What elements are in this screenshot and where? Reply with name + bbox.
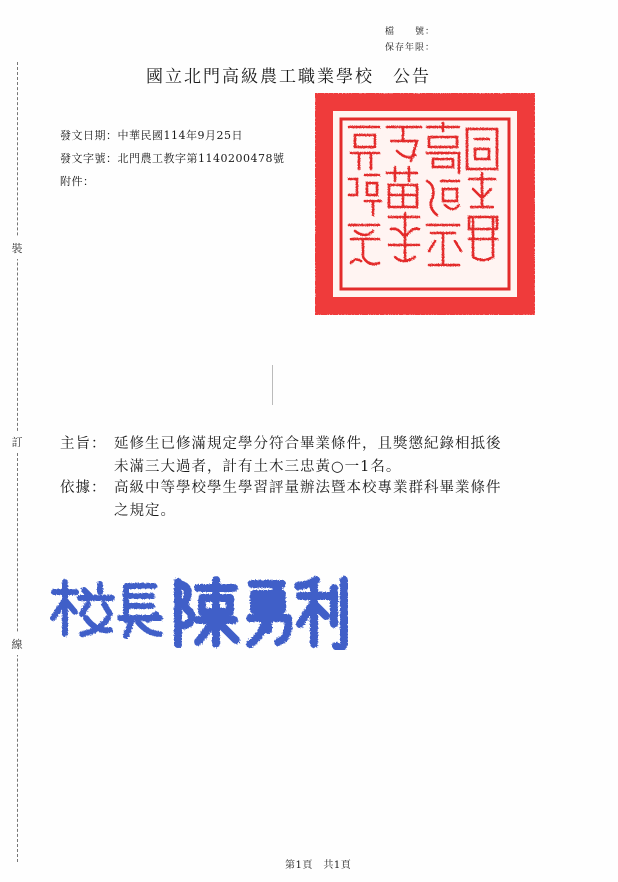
subject-line-1: 延修生已修滿規定學分符合畢業條件，且獎懲紀錄相抵後 bbox=[114, 436, 502, 452]
issue-date-value: 中華民國114年9月25日 bbox=[117, 129, 243, 142]
binding-mark-ding: 訂 bbox=[9, 431, 25, 453]
binding-line bbox=[17, 62, 18, 862]
file-number-label: 檔 號： bbox=[385, 27, 436, 37]
doc-number-row bbox=[60, 150, 285, 166]
issue-date-label: 發文日期： bbox=[60, 129, 118, 142]
subject-line-2: 未滿三大過者，計有土木三忠黃○一1名。 bbox=[114, 459, 402, 475]
basis-line-2: 之規定。 bbox=[114, 503, 176, 519]
subject-label: 主旨： bbox=[60, 436, 107, 452]
official-seal bbox=[315, 93, 535, 315]
issue-date-row bbox=[60, 127, 243, 143]
retention-period-label: 保存年限： bbox=[385, 43, 436, 53]
basis-label: 依據： bbox=[60, 480, 107, 496]
principal-signature-stamp bbox=[48, 570, 348, 650]
doc-number-value: 北門農工教字第1140200478號 bbox=[117, 152, 285, 165]
attachment-row bbox=[60, 173, 95, 189]
attachment-label: 附件： bbox=[60, 175, 95, 188]
binding-mark-xian: 線 bbox=[9, 633, 25, 655]
page-number: 第1頁 共1頁 bbox=[285, 860, 352, 871]
binding-mark-zhuang: 裝 bbox=[9, 237, 25, 259]
basis-line-1: 高級中等學校學生學習評量辦法暨本校專業群科畢業條件 bbox=[114, 480, 502, 496]
doc-number-label: 發文字號： bbox=[60, 152, 118, 165]
scan-artifact bbox=[272, 365, 273, 405]
document-title: 國立北門高級農工職業學校 公告 bbox=[146, 67, 431, 87]
